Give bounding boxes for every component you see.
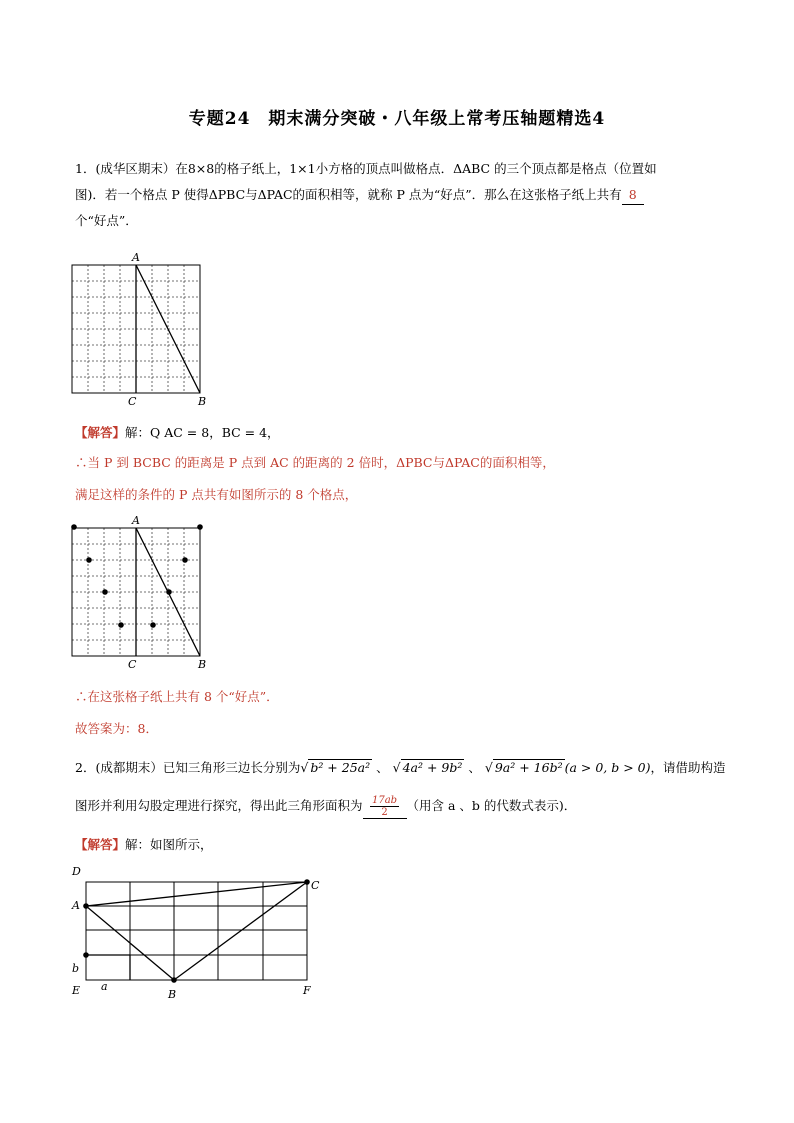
- q2-line-2-post: （用含 a 、b 的代数式表示)．: [406, 798, 577, 813]
- q1-answer-blank: 8: [622, 186, 644, 205]
- q1-solution-tag: 【解答】: [75, 425, 126, 440]
- q2-fig-label-f: F: [303, 984, 311, 997]
- q2-fig-label-a: A: [72, 899, 80, 912]
- q1-sol-fig-label-b: B: [198, 658, 207, 671]
- q2-condition: (a > 0, b > 0): [564, 760, 651, 775]
- q2-fig-label-d: D: [72, 865, 81, 878]
- q2-answer-denominator: 2: [381, 807, 388, 818]
- q2-fig-label-b-small: b: [72, 962, 80, 975]
- q2-line-1: 2．(成都期末）已知三角形三边长分别为√ b² + 25a² 、 √ 4a² + 9b² 、 √ 9a² + 16b² (a > 0, b > 0)，请借助构造: [75, 760, 726, 775]
- q2-line-2: [75, 795, 576, 819]
- q1-solution-line-2: ∴当 P 到 BCBC 的距离是 P 点到 AC 的距离的 2 倍时，ΔPBC与ΔPAC的面积相等，: [75, 455, 555, 470]
- q1-solution-figure: [68, 514, 218, 674]
- q2-fig-label-a-small: a: [101, 980, 108, 993]
- q2-answer-blank: [363, 795, 407, 819]
- q1-line-2: [75, 186, 644, 205]
- q2-solution-line-1: [75, 836, 213, 854]
- q2-solution-tag: 【解答】: [75, 837, 126, 852]
- q1-line-3: 个“好点”．: [75, 213, 138, 228]
- q2-fig-label-b: B: [168, 988, 177, 1001]
- q1-sol-fig-label-c: C: [128, 658, 137, 671]
- q2-construction-figure: [68, 862, 338, 1007]
- q1-line-2-text: 图)．若一个格点 P 使得ΔPBC与ΔPAC的面积相等，就称 P 点为“好点”．那么在这张格子纸上共有: [75, 187, 622, 202]
- q2-sep-2: 、: [468, 760, 481, 775]
- q1-solution-text-1: 解：Q AC = 8，BC = 4，: [125, 425, 280, 440]
- q2-sep-1: 、: [376, 760, 389, 775]
- q1-grid-figure: [68, 250, 218, 410]
- q1-fig-label-b: B: [198, 395, 207, 408]
- q2-line-1-post: ，请借助构造: [650, 760, 726, 775]
- q2-radical-3: 9a² + 16b²: [494, 760, 563, 775]
- page-title: 专题24 期末满分突破・八年级上常考压轴题精选4: [188, 109, 606, 129]
- q1-solution-line-5: 故答案为：8．: [75, 721, 158, 736]
- q1-solution-line-3: 满足这样的条件的 P 点共有如图所示的 8 个格点，: [75, 487, 358, 502]
- q1-solution-line-1: [75, 424, 280, 442]
- q2-fig-label-e: E: [72, 984, 81, 997]
- q2-fig-label-c: C: [311, 879, 320, 892]
- q1-fig-label-c: C: [128, 395, 137, 408]
- q2-radical-2: 4a² + 9b²: [402, 760, 463, 775]
- q1-fig-label-a: A: [132, 251, 140, 264]
- q2-line-2-text: 图形并利用勾股定理进行探究，得出此三角形面积为: [75, 798, 363, 813]
- q2-answer-numerator: 17ab: [371, 795, 398, 806]
- q2-line-1-text: 2．(成都期末）已知三角形三边长分别为: [75, 760, 301, 775]
- q1-sol-fig-label-a: A: [132, 514, 140, 527]
- q2-solution-text-1: 解：如图所示，: [125, 837, 213, 852]
- q1-line-1: 1．(成华区期末）在8×8的格子纸上，1×1小方格的顶点叫做格点．ΔABC 的三个顶点都是格点（位置如: [75, 161, 657, 176]
- q2-radical-1: b² + 25a²: [310, 760, 371, 775]
- q2-answer-fraction: [370, 795, 399, 818]
- q1-solution-line-4: ∴在这张格子纸上共有 8 个“好点”．: [75, 689, 279, 704]
